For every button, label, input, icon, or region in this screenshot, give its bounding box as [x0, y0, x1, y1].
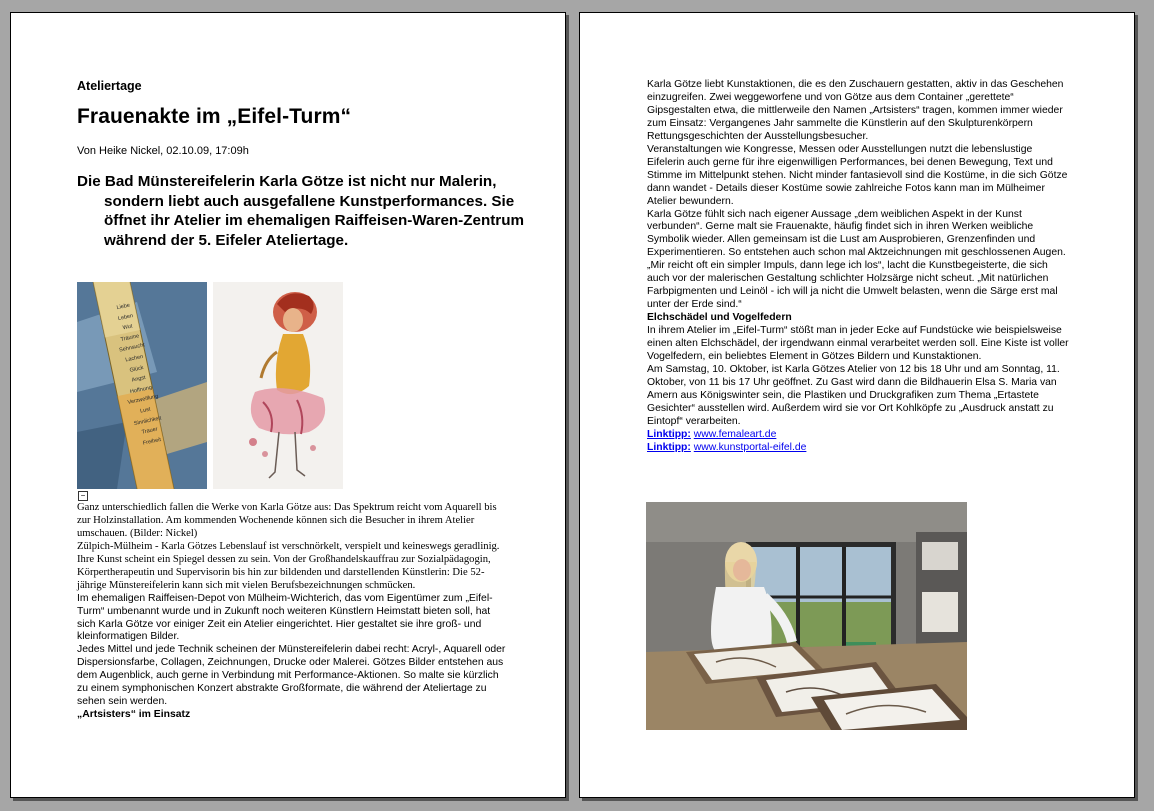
photo-artist-in-studio	[646, 502, 967, 730]
ruler-word: Wut	[122, 323, 134, 332]
link-tip-label: Linktipp:	[647, 428, 691, 440]
subhead: „Artsisters“ im Einsatz	[77, 709, 191, 721]
link-femaleart[interactable]: www.femaleart.de	[693, 428, 777, 440]
kicker: Ateliertage	[77, 79, 142, 93]
body-paragraph: Karla Götze liebt Kunstaktionen, die es den Zuschauern gestatten, aktiv in das Geschehen einzugreifen. Zwei weggeworfene und von Götze aus dem Container „gerettete“ Gipsgestalten etwa, die mittlerweile den Namen „Artsisters“ tragen, kommen immer wieder zum Einsatz: Vergangenes Jahr sammelte die Künstlerin auf den Skulpturenkörpern Rettungsgeschichten der Ausstellungsbesucher.	[647, 79, 1064, 142]
body-paragraph: Veranstaltungen wie Kongresse, Messen oder Ausstellungen nutzt die lebenslustige Eifelerin auch gerne für ihre eigenwilligen Performances, bei denen Bewegung, Text und Stimme im Mittelpunkt stehen. Nicht minder fantasievoll sind die Kostüme, in die sich Götze dann wandet - Details dieser Kostüme sowie zahlreiche Fotos kann man im Mülheimer Atelier bewundern.	[647, 143, 1068, 207]
photo-painted-ruler	[77, 282, 207, 489]
body-paragraph: Am Samstag, 10. Oktober, ist Karla Götzes Atelier von 12 bis 18 Uhr und am Sonntag, 11. Oktober, von 11 bis 17 Uhr geöffnet. Zu Gast wird dann die Bildhauerin Elsa S. Maria van Amern aus Königswinter sein, die Plastiken und Druckgrafiken zum Thema „Ertastete Gesichter“ ausstellen wird. Außerdem wird sie vor Ort Kohlköpfe zu „Ausdruck anstatt zu Eintopf“ verarbeiten.	[647, 363, 1060, 427]
body-paragraph: Im ehemaligen Raiffeisen-Depot von Mülheim-Wichterich, das vom Eigentümer zum „Eifel-Turm“ umbenannt wurde und in Zukunft noch weiteren Künstlern Heimstatt bieten soll, hat sich Karla Götze vor einiger Zeit ein Atelier eingerichtet. Hier gestaltet sie ihre groß- und kleinformatigen Bilder.	[77, 592, 493, 643]
left-body-text	[77, 541, 507, 722]
ruler-word: Leben	[117, 312, 134, 322]
ruler-word: Lust	[139, 406, 152, 415]
ruler-word: Verzweiflung	[127, 393, 160, 407]
link-tip-femaleart	[647, 429, 1072, 442]
link-tip-kunstportal	[647, 442, 1072, 455]
ruler-word: Lachen	[124, 353, 144, 364]
ruler-word: Trauer	[141, 426, 159, 436]
ruler-word: Freiheit	[142, 436, 162, 447]
figure-painting	[213, 282, 343, 489]
ruler-word: Hoffnung	[129, 384, 153, 396]
body-paragraph: In ihrem Atelier im „Eifel-Turm“ stößt man in jeder Ecke auf Fundstücke wie beispielsweise einen alten Elchschädel, der irgendwann einmal verarbeitet werden soll. Eine Kiste ist voller Vogelfedern, ein beliebtes Element in Götzes Bildern und Kunstaktionen.	[647, 325, 1069, 363]
lead-paragraph: Die Bad Münstereifelerin Karla Götze ist nicht nur Malerin, sondern liebt auch ausgefallene Kunstperformances. Sie öffnet ihr Atelier im ehemaligen Raiffeisen-Waren-Zentrum während der 5. Eifeler Ateliertage.	[77, 173, 524, 249]
ruler-word: Sinnlichkeit	[133, 415, 162, 427]
ruler-word: Sehnsucht	[118, 342, 146, 354]
document-page-right	[579, 12, 1135, 798]
body-paragraph: Karla Götze fühlt sich nach eigener Aussage „dem weiblichen Aspekt in der Kunst verbunden“. Gerne malt sie Frauenakte, häufig findet sich in ihren Werken weibliche Symbolik wieder. Allen gemeinsam ist die Lust am Ausprobieren, Grenzenfinden und Experimentieren. So entstehen auch schon mal Aktzeichnungen mit geschlossenen Augen. „Mir reicht oft ein simpler Impuls, dann lege ich los“, lacht die Kunstbegeisterte, die sich auch vor der malerischen Gestaltung schlichter Holzsärge nicht scheut. „Mit natürlichen Farbpigmenten und Leinöl - ich will ja nicht die Umwelt belasten, wenn die Särge erst mal unter der Erde sind.“	[647, 208, 1066, 311]
ruler-word: Liebe	[116, 302, 131, 312]
body-paragraph: Zülpich-Mülheim - Karla Götzes Lebenslauf ist verschnörkelt, verspielt und keineswegs geradlinig. Ihre Kunst scheint ein Spiegel dessen zu sein. Von der Großhandelskauffrau zur Sozialpädagogin, Körpertherapeutin und Supervisorin bis hin zur bildenden und darstellenden Künstlerin: Die 52-jährige Münstereifelerin kann sich mit vielen Berufsbezeichnungen schmücken.	[77, 541, 500, 591]
right-body-text	[647, 79, 1072, 455]
ruler-word: Glück	[129, 364, 145, 374]
link-tip-label: Linktipp:	[647, 441, 691, 453]
document-page-left	[10, 12, 566, 798]
photo-caption: Ganz unterschiedlich fallen die Werke von Karla Götze aus: Das Spektrum reicht vom Aquarell bis zur Holzinstallation. Am kommenden Wochenende können sich die Besucher in ihrem Atelier umschauen. (Bilder: Nickel)	[77, 502, 497, 539]
photo-painted-figure	[213, 282, 343, 489]
collapse-icon[interactable]: −	[78, 491, 88, 501]
headline: Frauenakte im „Eifel-Turm“	[77, 105, 352, 128]
ruler-word: Träume	[120, 333, 140, 343]
link-kunstportal[interactable]: www.kunstportal-eifel.de	[693, 441, 807, 453]
byline: Von Heike Nickel, 02.10.09, 17:09h	[77, 145, 249, 157]
body-paragraph: Jedes Mittel und jede Technik scheinen der Münstereifelerin dabei recht: Acryl-, Aquarell oder Dispersionsfarbe, Collagen, Zeichnungen, Drucke oder Malerei. Götzes Bilder entstehen aus dem Augenblick, auch gerne in Verbindung mit Performance-Aktionen. So malte sie kürzlich zu einem symphonischen Konzert abstrakte Großformate, die während der Ateliertage zu sehen sein werden.	[77, 644, 506, 708]
subhead: Elchschädel und Vogelfedern	[647, 312, 792, 324]
ruler-word: Angst	[131, 374, 147, 384]
studio-photo-illustration	[646, 502, 967, 730]
